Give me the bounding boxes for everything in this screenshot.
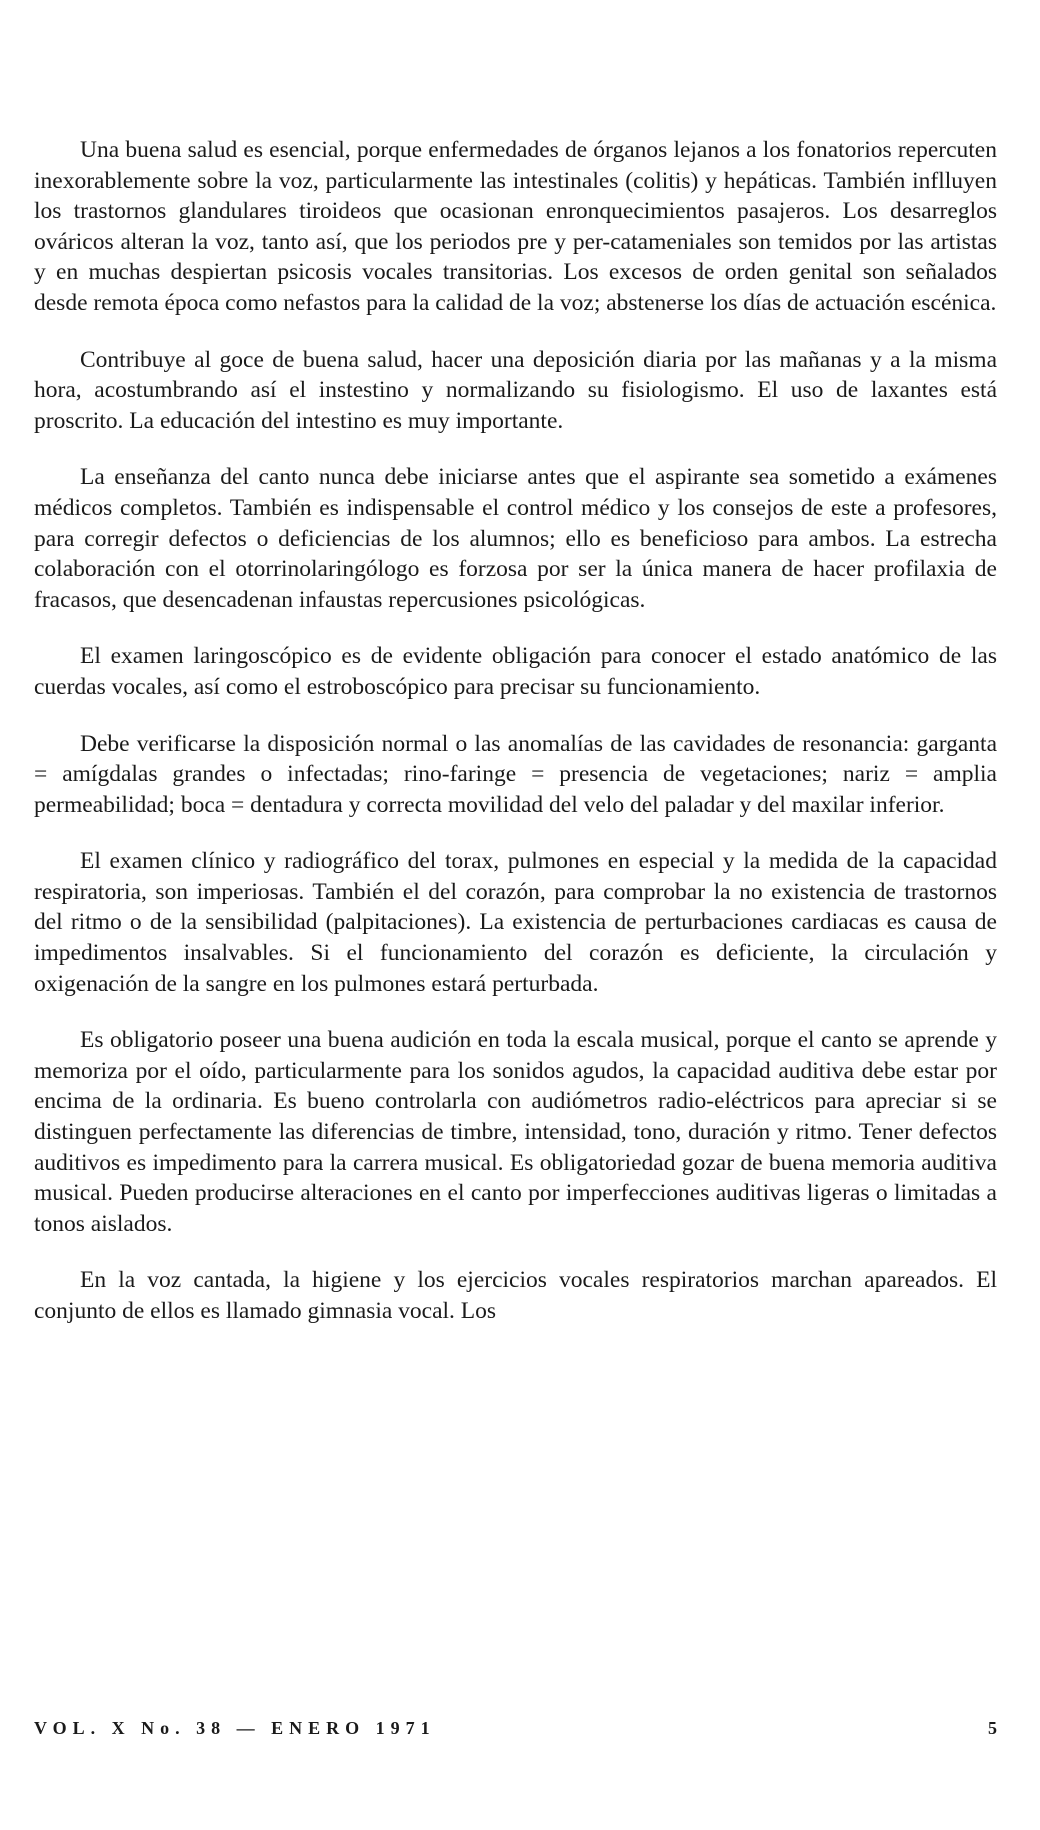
article-body — [34, 135, 997, 1327]
paragraph-health: Una buena salud es esencial, porque enfermedades de órganos lejanos a los fonatorios repercuten inexorablemente sobre la voz, particularmente las intestinales (colitis) y hepáticas. También inflluyen los trastornos glandulares tiroideos que ocasionan enronquecimientos pasajeros. Los desarreglos ováricos alteran la voz, tanto así, que los periodos pre y per-catameniales son temidos por las artistas y en muchas despiertan psicosis vocales transitorias. Los excesos de orden genital son señalados desde remota época como nefastos para la calidad de la voz; abstenerse los días de actuación escénica. — [34, 137, 997, 316]
paragraph-medical-exams: La enseñanza del canto nunca debe iniciarse antes que el aspirante sea sometido a exámenes médicos completos. También es indispensable el control médico y los consejos de este a profesores, para corregir defectos o deficiencias de los alumnos; ello es beneficioso para ambos. La estrecha colaboración con el otorrinolaringólogo es forzosa por ser la única manera de hacer profilaxia de fracasos, que desencadenan infaustas repercusiones psicológicas. — [34, 464, 997, 613]
paragraph-thorax-heart: El examen clínico y radiográfico del torax, pulmones en especial y la medida de la capacidad respiratoria, son imperiosas. También el del corazón, para comprobar la no existencia de trastornos del ritmo o de la sensibilidad (palpitaciones). La existencia de perturbaciones cardiacas es causa de impedimentos insalvables. Si el funcionamiento del corazón es deficiente, la circulación y oxigenación de la sangre en los pulmones estará perturbada. — [34, 848, 997, 997]
paragraph-resonance-cavities: Debe verificarse la disposición normal o las anomalías de las cavidades de resonancia: garganta = amígdalas grandes o infectadas; rino-faringe = presencia de vegetaciones; nariz = amplia permeabilidad; boca = dentadura y correcta movilidad del velo del paladar y del maxilar inferior. — [34, 730, 997, 818]
page-footer — [34, 1718, 997, 1748]
paragraph-vocal-gymnastics: En la voz cantada, la higiene y los ejercicios vocales respiratorios marchan apareados. El conjunto de ellos es llamado gimnasia vocal. Los — [34, 1267, 997, 1324]
paragraph-digestion: Contribuye al goce de buena salud, hacer una deposición diaria por las mañanas y a la misma hora, acostumbrando así el instestino y normalizando su fisiologismo. El uso de laxantes está proscrito. La educación del intestino es muy importante. — [34, 346, 997, 434]
paragraph-hearing: Es obligatorio poseer una buena audición en toda la escala musical, porque el canto se aprende y memoriza por el oído, particularmente para los sonidos agudos, la capacidad auditiva debe estar por encima de la ordinaria. Es bueno controlarla con audiómetros radio-eléctricos para apreciar si se distinguen perfectamente las diferencias de timbre, intensidad, tono, duración y ritmo. Tener defectos auditivos es impedimento para la carrera musical. Es obligatoriedad gozar de buena memoria auditiva musical. Pueden producirse alteraciones en el canto por imperfecciones auditivas ligeras o limitadas a tonos aislados. — [34, 1027, 997, 1237]
page-number: 5 — [988, 1718, 997, 1738]
volume-issue-label: VOL. X No. 38 — ENERO 1971 — [34, 1718, 436, 1738]
paragraph-laryngoscopy: El examen laringoscópico es de evidente obligación para conocer el estado anatómico de las cuerdas vocales, así como el estroboscópico para precisar su funcionamiento. — [34, 643, 997, 700]
